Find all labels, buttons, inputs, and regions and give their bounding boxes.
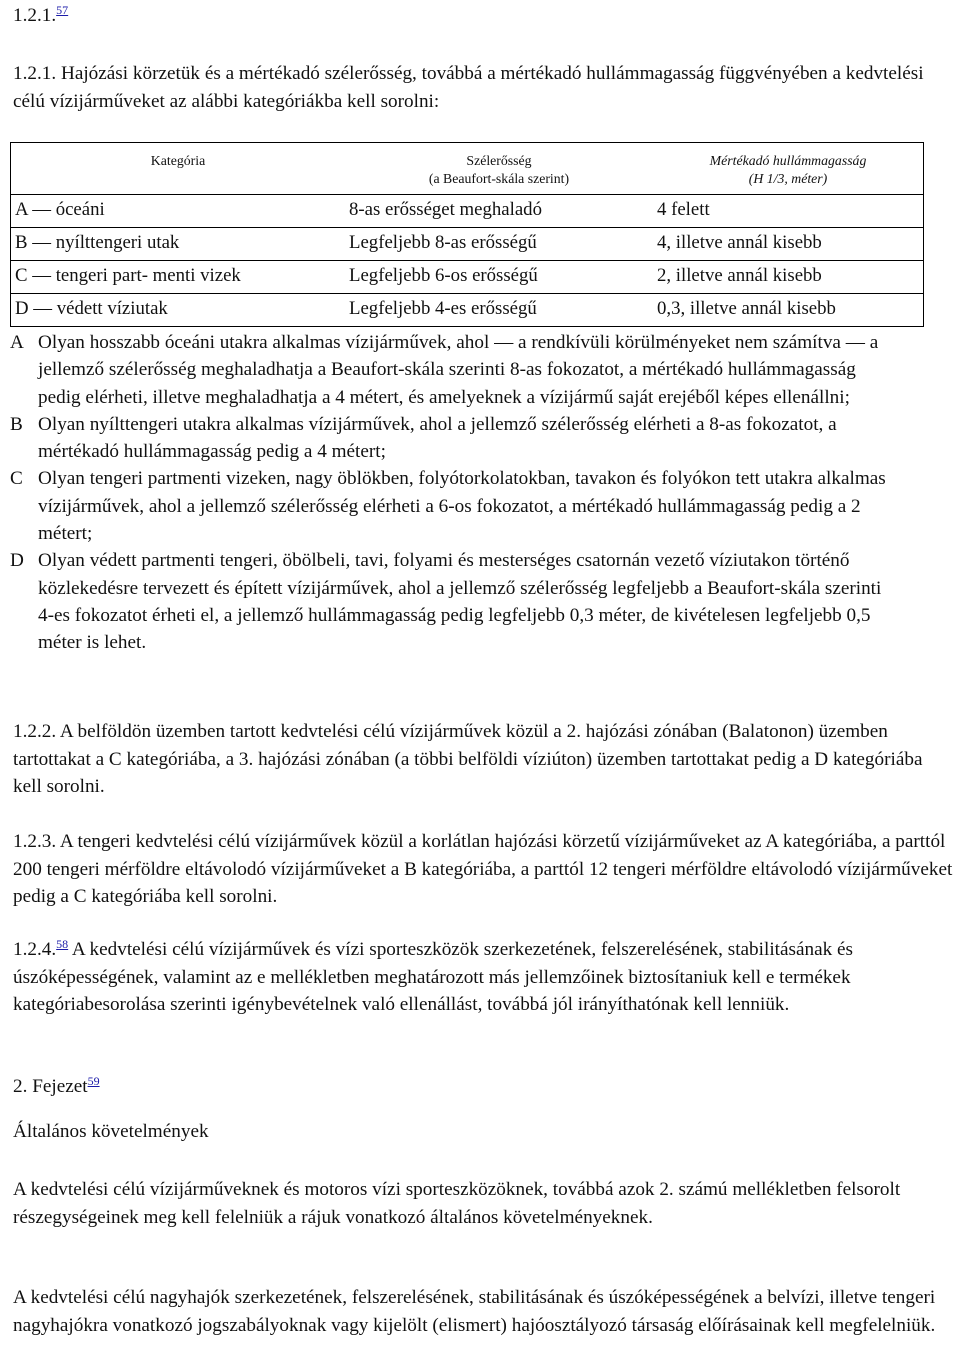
footnote-ref[interactable] bbox=[56, 937, 68, 951]
intro-paragraph: 1.2.1. Hajózási körzetük és a mértékadó szélerősség, továbbá a mértékadó hullámmagasság függvényében a kedvtelési célú vízijárműveket az alábbi kategóriákba kell sorolni: bbox=[13, 63, 924, 112]
chapter-title: 2. Fejezet bbox=[13, 1076, 88, 1097]
footnote-link-57[interactable]: 57 bbox=[56, 3, 69, 17]
table-row bbox=[11, 228, 924, 261]
section-ref-heading bbox=[13, 2, 953, 30]
cell-wave: 0,3, illetve annál kisebb bbox=[653, 294, 924, 327]
general-paragraph-1: A kedvtelési célú vízijárműveknek és motoros vízi sporteszközöknek, továbbá azok 2. számú mellékletben felsorolt részegységeinek meg kell felelniük a rájuk vonatkozó általános követelményeknek. bbox=[13, 1179, 901, 1228]
definition-letter: B bbox=[10, 413, 23, 435]
cell-wind: Legfeljebb 6-os erősségű bbox=[345, 261, 653, 294]
footnote-ref[interactable] bbox=[56, 3, 68, 17]
cell-wave: 4 felett bbox=[653, 195, 924, 228]
chapter-heading bbox=[13, 1073, 953, 1101]
cell-category: C — tengeri part- menti vizek bbox=[11, 261, 346, 294]
cell-wind: 8-as erősséget meghaladó bbox=[345, 195, 653, 228]
definition-letter: A bbox=[10, 332, 24, 353]
definition-text: Olyan védett partmenti tengeri, öbölbeli, tavi, folyami és mesterséges csatornán vezető víziutakon történő közlekedésre tervezett és épített vízijárművek, ahol a jellemző szélerősség legfeljebb a Beaufort-skála szerinti 4-es fokozatot érheti el, a jellemző hullámmagasság pedig legfeljebb 0,3 méter, de kivételesen legfeljebb 0,5 méter is lehet. bbox=[38, 550, 882, 654]
definition-letter: C bbox=[10, 468, 23, 490]
category-table bbox=[10, 142, 924, 327]
cell-category: D — védett víziutak bbox=[11, 294, 346, 327]
definition-item bbox=[10, 465, 950, 547]
header-wind: Szélerősség (a Beaufort-skála szerint) bbox=[345, 143, 653, 195]
cell-wave: 4, illetve annál kisebb bbox=[653, 228, 924, 261]
cell-wave: 2, illetve annál kisebb bbox=[653, 261, 924, 294]
definition-letter: D bbox=[10, 550, 24, 572]
cell-wind: Legfeljebb 8-as erősségű bbox=[345, 228, 653, 261]
table-header-row bbox=[11, 143, 924, 195]
table-row bbox=[11, 261, 924, 294]
category-definitions bbox=[10, 329, 950, 657]
definition-item bbox=[10, 329, 950, 411]
section-number: 1.2.1. bbox=[13, 5, 57, 26]
paragraph-1-2-3: 1.2.3. A tengeri kedvtelési célú vízijárművek közül a korlátlan hajózási körzetű vízijárműveket az A kategóriába, a parttól 200 tengeri mérföldre eltávolodó vízijárműveket a B kategóriába, a parttól 12 tengeri mérföldre eltávolodó vízijárműveket pedig a C kategóriába kell sorolni. bbox=[13, 831, 953, 907]
cell-category: B — nyílttengeri utak bbox=[11, 228, 346, 261]
footnote-link-58[interactable]: 58 bbox=[56, 937, 69, 951]
general-paragraph-2: A kedvtelési célú nagyhajók szerkezetének, felszerelésének, stabilitásának és úszóképességének a belvízi, illetve tengeri nagyhajókra vonatkozó jogszabályoknak vagy kijelölt (elismert) hajóosztályozó társaság előírásainak kell megfelelniük. bbox=[13, 1287, 936, 1336]
cell-category: A — óceáni bbox=[11, 195, 346, 228]
footnote-link-59[interactable]: 59 bbox=[87, 1074, 100, 1088]
header-wave: Mértékadó hullámmagasság (H 1/3, méter) bbox=[653, 143, 924, 195]
definition-text: Olyan tengeri partmenti vizeken, nagy öblökben, folyótorkolatokban, tavakon és folyókon tett utakra alkalmas vízijárművek, ahol a jellemző szélerősség elérheti a 6-os fokozatot, a mértékadó hullámmagasság pedig a 2 métert; bbox=[38, 468, 886, 545]
footnote-ref[interactable] bbox=[88, 1074, 100, 1088]
paragraph-1-2-2: 1.2.2. A belföldön üzemben tartott kedvtelési célú vízijárművek közül a 2. hajózási zónában (Balatonon) üzemben tartottakat a C kategóriába, a 3. hajózási zónában (a többi belföldi víziúton) üzemben tartottakat pedig a D kategóriába kell sorolni. bbox=[13, 721, 923, 797]
paragraph-1-2-4 bbox=[13, 936, 953, 1019]
table-row bbox=[11, 294, 924, 327]
header-category: Kategória bbox=[11, 143, 346, 195]
chapter-subtitle: Általános követelmények bbox=[13, 1121, 209, 1142]
cell-wind: Legfeljebb 4-es erősségű bbox=[345, 294, 653, 327]
table-row bbox=[11, 195, 924, 228]
section-number: 1.2.4. bbox=[13, 939, 57, 960]
definition-item bbox=[10, 411, 950, 466]
definition-item bbox=[10, 547, 950, 656]
paragraph-text: A kedvtelési célú vízijárművek és vízi sporteszközök szerkezetének, felszerelésének, stabilitásának és úszóképességének, valamint az e mellékletben meghatározott más jellemzőinek biztosítaniuk kell e termékek kategóriabesorolása szerinti igénybevételnek való ellenállást, továbbá jól irányíthatónak kell lenniük. bbox=[13, 939, 853, 1015]
definition-text: Olyan hosszabb óceáni utakra alkalmas vízijárművek, ahol — a rendkívüli körülményeket nem számítva — a jellemző szélerősség meghaladhatja a Beaufort-skála szerinti 8-as fokozatot, a mértékadó hullámmagasság pedig elérheti, illetve meghaladhatja a 4 métert, és amelyeknek a vízijármű saját erejéből képes ellenállni; bbox=[38, 332, 879, 408]
definition-text: Olyan nyílttengeri utakra alkalmas vízijárművek, ahol a jellemző szélerősség elérheti a 8-as fokozatot, a mértékadó hullámmagasság pedig a 4 métert; bbox=[38, 413, 837, 463]
